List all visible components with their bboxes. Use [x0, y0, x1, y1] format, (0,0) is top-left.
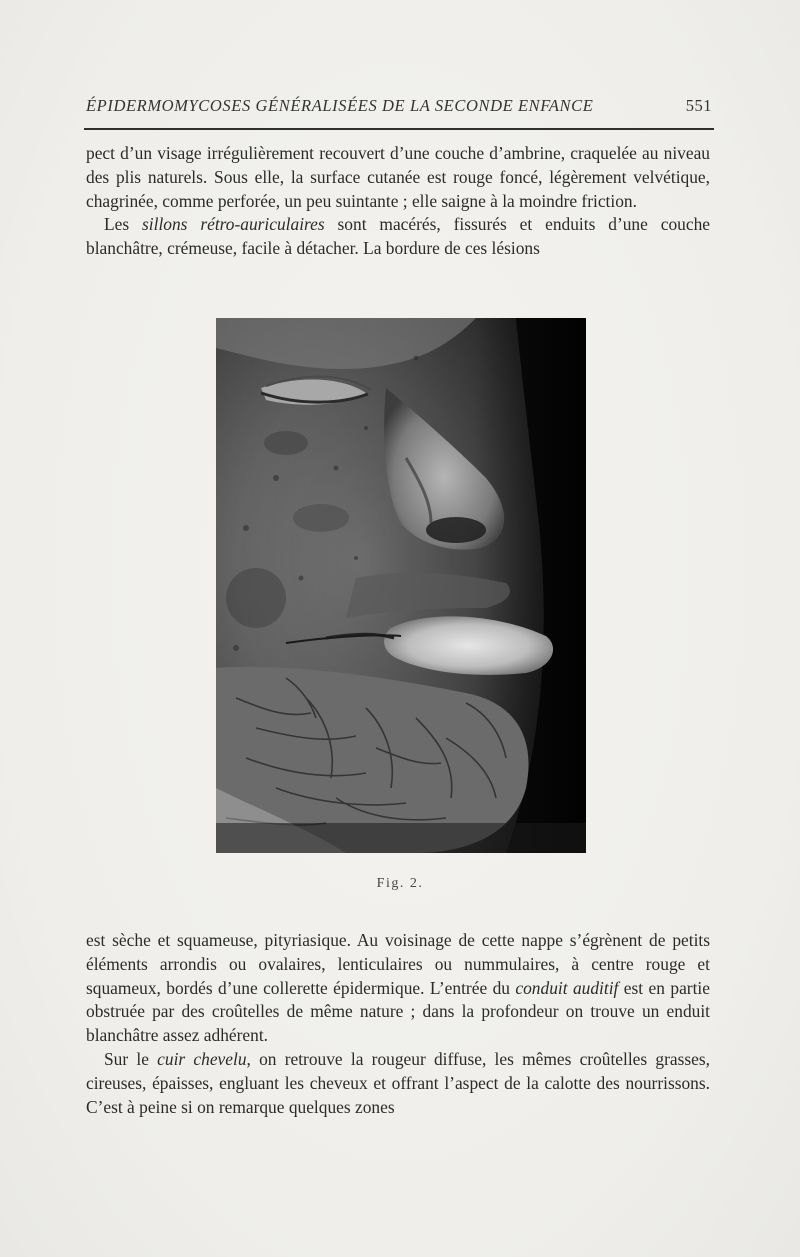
- paragraph-text-start: Sur le: [104, 1048, 158, 1069]
- running-head: [86, 96, 712, 118]
- paragraph-text-rest: , on retrouve la rougeur diffuse, les mêmes croûtelles grasses, cireuses, épaisses, engluant les cheveux et offrant l’aspect de la calotte des nourrissons. C’est à peine si on remarque quelques zones: [86, 1048, 710, 1117]
- face-photograph-image: [216, 318, 586, 853]
- header-rule: [84, 128, 714, 130]
- paragraph-cuir-chevelu: [86, 1048, 710, 1119]
- italic-term-conduit-auditif: conduit auditif: [515, 977, 619, 998]
- paragraph-continuation: [86, 142, 710, 213]
- page-number: 551: [685, 96, 712, 115]
- body-text-top: [86, 142, 710, 261]
- paragraph-text-start: Les: [104, 214, 143, 235]
- running-head-title: ÉPIDERMOMYCOSES GÉNÉRALISÉES DE LA SECONDE ENFANCE: [86, 96, 594, 115]
- paragraph-text: pect d’un visage irrégulièrement recouvert d’une couche d’ambrine, craquelée au niveau des plis naturels. Sous elle, la surface cutanée est rouge foncé, légèrement velvétique, chagrinée, comme perforée, un peu suintante ; elle saigne à la moindre friction.: [86, 143, 710, 211]
- figure-photograph: [216, 318, 586, 853]
- paragraph-continuation-2: [86, 929, 710, 1048]
- paragraph-text-rest: sont macérés, fissurés et enduits d’une couche blanchâtre, crémeuse, facile à détacher. La bordure de ces lésions: [86, 214, 710, 259]
- paragraph-sillons: [86, 213, 710, 261]
- paragraph-text-start: est sèche et squameuse, pityriasique. Au voisinage de cette nappe s’égrènent de petits éléments arrondis ou ovalaires, lenticulaires ou nummulaires, à centre rouge et squameux, bordés d’une collerette épidermique. L’entrée du: [86, 930, 710, 998]
- italic-term-sillons: sillons rétro-auriculaires: [142, 214, 325, 235]
- figure-caption: Fig. 2.: [376, 876, 424, 891]
- paragraph-text-rest: est en partie obstruée par des croûtelles de même nature ; dans la profondeur on trouve un enduit blanchâtre assez adhérent.: [86, 977, 710, 1046]
- italic-term-cuir-chevelu: cuir chevelu: [157, 1048, 247, 1069]
- body-text-bottom: [86, 929, 710, 1119]
